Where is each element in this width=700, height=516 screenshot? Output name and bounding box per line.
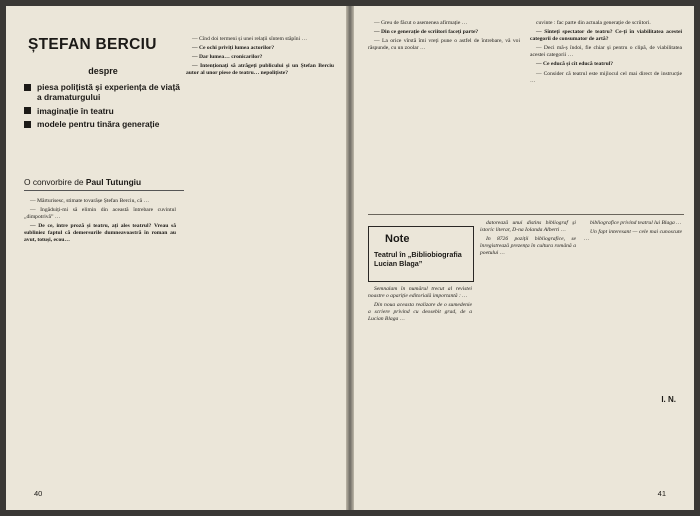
- magazine-spread: [6, 6, 694, 510]
- interview-question: — Ce ochi priviți lumea actorilor?: [192, 45, 275, 52]
- byline: O convorbire de Paul Tutungiu: [24, 177, 142, 187]
- interview-question: — Sînteți spectator de teatru? Ce-ți în viabilitatea acestei categorii de consumator de artă?: [530, 29, 682, 43]
- interview-author-heading: ȘTEFAN BERCIU: [28, 36, 157, 53]
- note-title: Teatrul în „Bibliobiografia Lucian Blaga”: [374, 250, 462, 268]
- page-number: 41: [657, 489, 666, 498]
- left-page: [6, 6, 346, 510]
- note-column-2: [480, 220, 576, 259]
- interview-paragraph: — Greu de făcut o asemenea afirmație …: [374, 20, 468, 26]
- interview-paragraph: — La orice vîrstă îmi vreți pune o astfel de întrebare, vă voi răspunde, cu un zoolar …: [368, 38, 520, 52]
- byline-author: Paul Tutungiu: [85, 177, 142, 187]
- square-bullet-icon: [24, 121, 31, 128]
- interview-paragraph: — Cînd doi termeni și unei relații sîntem stăpîni …: [192, 36, 308, 42]
- square-bullet-icon: [24, 107, 31, 114]
- interview-question: — De ce, intre proză și teatru, ați ales teatrul? Vreau să subliniez faptul că demersurile dumneavoastră în roman au avut, totuși, ecou…: [24, 223, 176, 244]
- right-column-1: [368, 20, 520, 54]
- page-number: 40: [34, 489, 43, 498]
- note-box: [368, 226, 474, 282]
- topic-item: modele pentru tinăra generație: [24, 119, 184, 129]
- section-divider: [368, 214, 684, 215]
- byline-divider: [24, 190, 184, 191]
- note-paragraph: Semnalam în numărul trecut al revistei noastre o apariție editorială importantă : …: [368, 286, 472, 300]
- interview-question: — Dar lumea… cronicarilor?: [192, 54, 263, 61]
- book-gutter: [346, 6, 354, 510]
- note-paragraph: bibliografice privind teatrul lui Blaga …: [590, 220, 682, 226]
- square-bullet-icon: [24, 84, 31, 91]
- note-paragraph: datorează unui distins bibliograf și istoric literar, D-na Iolanda Alberti …: [480, 220, 576, 234]
- interview-paragraph: — Ingăduiți-mi să elimin din această întrebare cuvintul „dimpotrivă” …: [24, 207, 176, 221]
- note-paragraph: In 8726 poziții bibliografice, se înregistrează prezența în cultura română a poetului …: [480, 236, 576, 257]
- note-paragraph: Din noua aceasta realizare de o sumedenie a scriere privind cu deosebit grad, de a Lucian Blaga …: [368, 302, 472, 323]
- topic-item: imaginație în teatru: [24, 106, 184, 116]
- interview-question: — Din ce generație de scriitori faceți parte?: [374, 29, 479, 36]
- note-column-3: [584, 220, 682, 245]
- topic-item: piesa polițistă și experiența de viață a dramaturgului: [24, 82, 184, 103]
- despre-label: despre: [88, 66, 118, 76]
- interview-question: — Intenționați să atrăgeți publicului și un Ștefan Berciu autor al unor piese de teatru… nepolițiste?: [186, 63, 334, 77]
- left-column-2: [186, 36, 334, 79]
- note-column-1: [368, 286, 472, 325]
- note-label: Note: [385, 233, 410, 245]
- left-column-1: [24, 198, 176, 247]
- interview-paragraph: — Mărturisesc, stimate tovarășe Ștefan Berciu, că …: [30, 198, 150, 204]
- right-page: [354, 6, 694, 510]
- right-column-2: [530, 20, 682, 87]
- interview-question: — Ce educă și cît educă teatrul?: [536, 61, 614, 68]
- interview-paragraph: — Consider că teatrul este mijlocul cel mai direct de instrucție …: [530, 70, 682, 84]
- interview-paragraph: — Deci mă-ș îndoi, fie chiar și pentru o clipă, de viabilitatea acestei categorii …: [530, 45, 682, 59]
- interview-paragraph: cuvinte : fac parte din actuala generație de scriitori.: [536, 20, 651, 26]
- note-paragraph: Un fapt interesant — cele mai cunoscute …: [584, 229, 682, 243]
- interview-topics-list: [24, 82, 184, 133]
- note-signature: I. N.: [661, 395, 676, 404]
